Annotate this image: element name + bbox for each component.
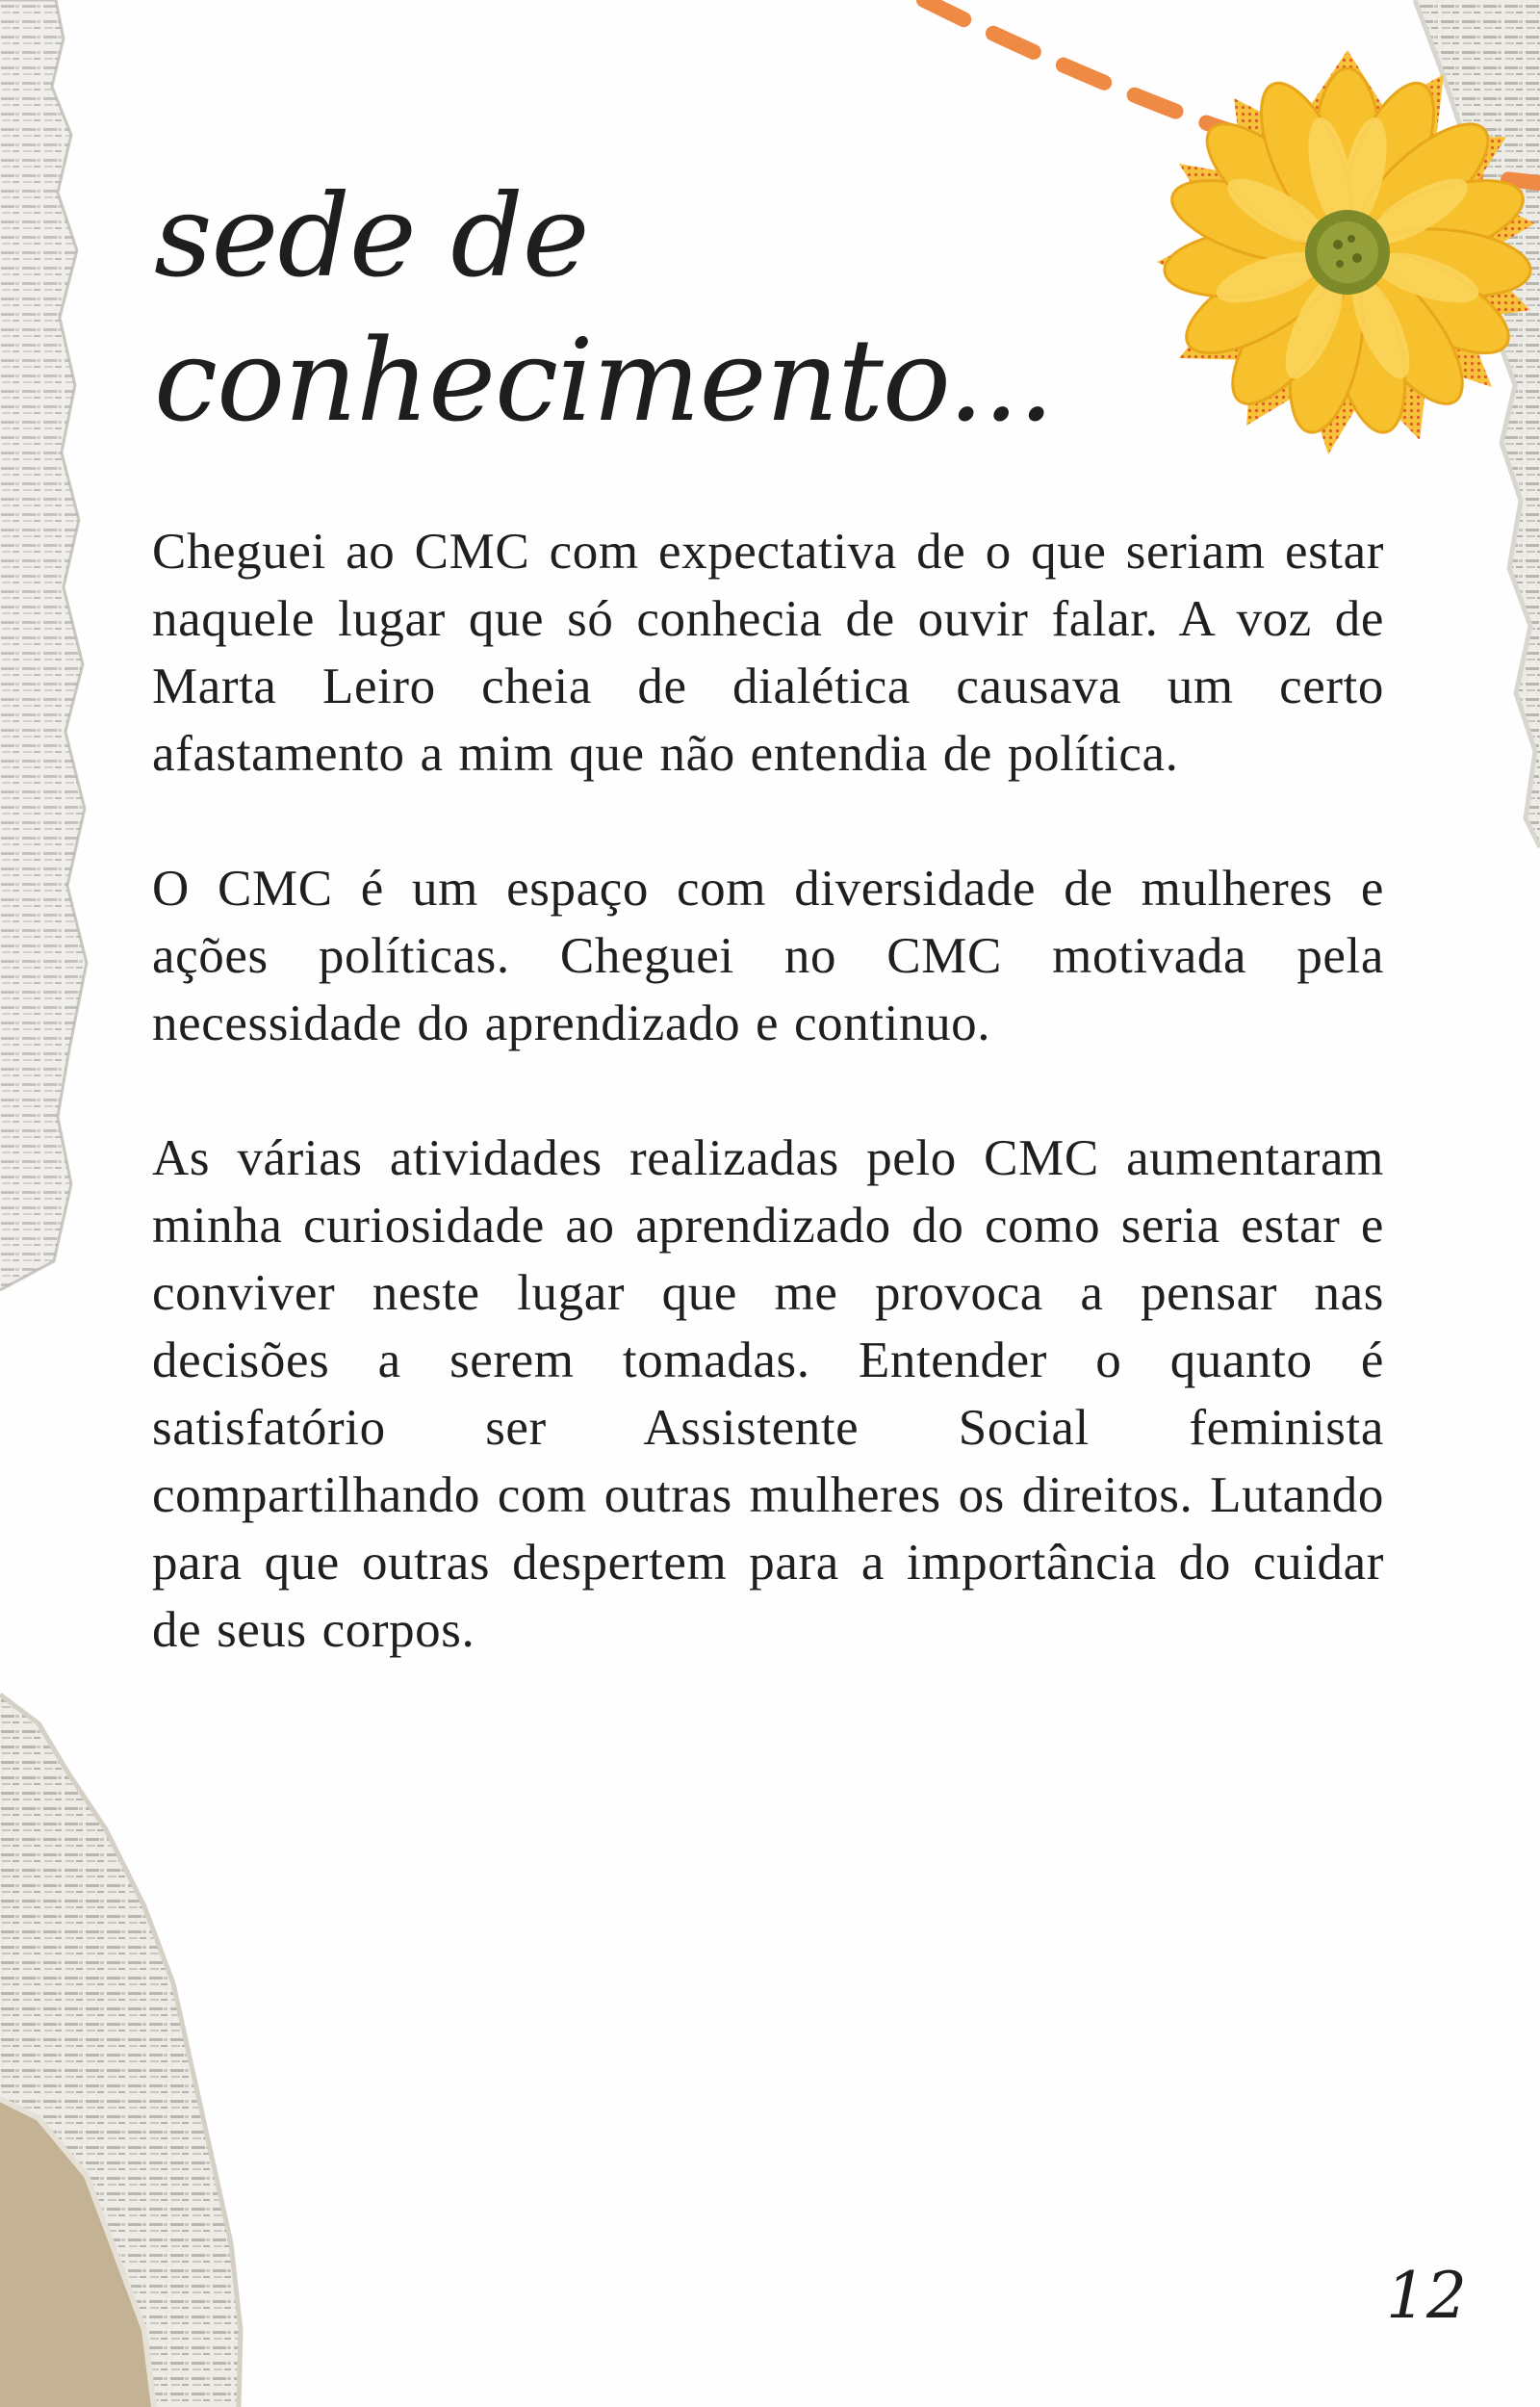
paragraph-3: As várias atividades realizadas pelo CMC aumentaram minha curiosidade ao aprendizado do como seria estar e conviver neste lugar que me provoca a pensar nas decisões a serem tomadas. Entender o quanto é satisfatório ser Assistente Social feminista compartilhando com outras mulheres os direitos. Lutando para que outras despertem para a importância do cuidar de seus corpos. xyxy=(152,1130,1384,1658)
title-line-2: conhecimento... xyxy=(154,314,1054,447)
sunflower-icon xyxy=(1157,50,1535,454)
page-number: 12 xyxy=(1386,2259,1467,2333)
kraft-paper-bottom-left xyxy=(0,2099,154,2407)
torn-paper-right xyxy=(1415,0,1540,847)
paragraph-2: O CMC é um espaço com diversidade de mulheres e ações políticas. Cheguei no CMC motivada pela necessidade do aprendizado e continuo. xyxy=(152,861,1384,1051)
body-text xyxy=(152,518,1384,1731)
paragraph-1: Cheguei ao CMC com expectativa de o que seriam estar naquele lugar que só conhecia de ouvir falar. A voz de Marta Leiro cheia de dialética causava um certo afastamento a mim que não entendia de política. xyxy=(152,524,1384,782)
dashed-line xyxy=(924,0,1540,183)
newspaper-scrap-bottom-left xyxy=(0,1695,241,2407)
title-line-1: sede de xyxy=(154,169,589,302)
torn-paper-left xyxy=(0,0,87,1290)
page-title xyxy=(154,164,1053,453)
